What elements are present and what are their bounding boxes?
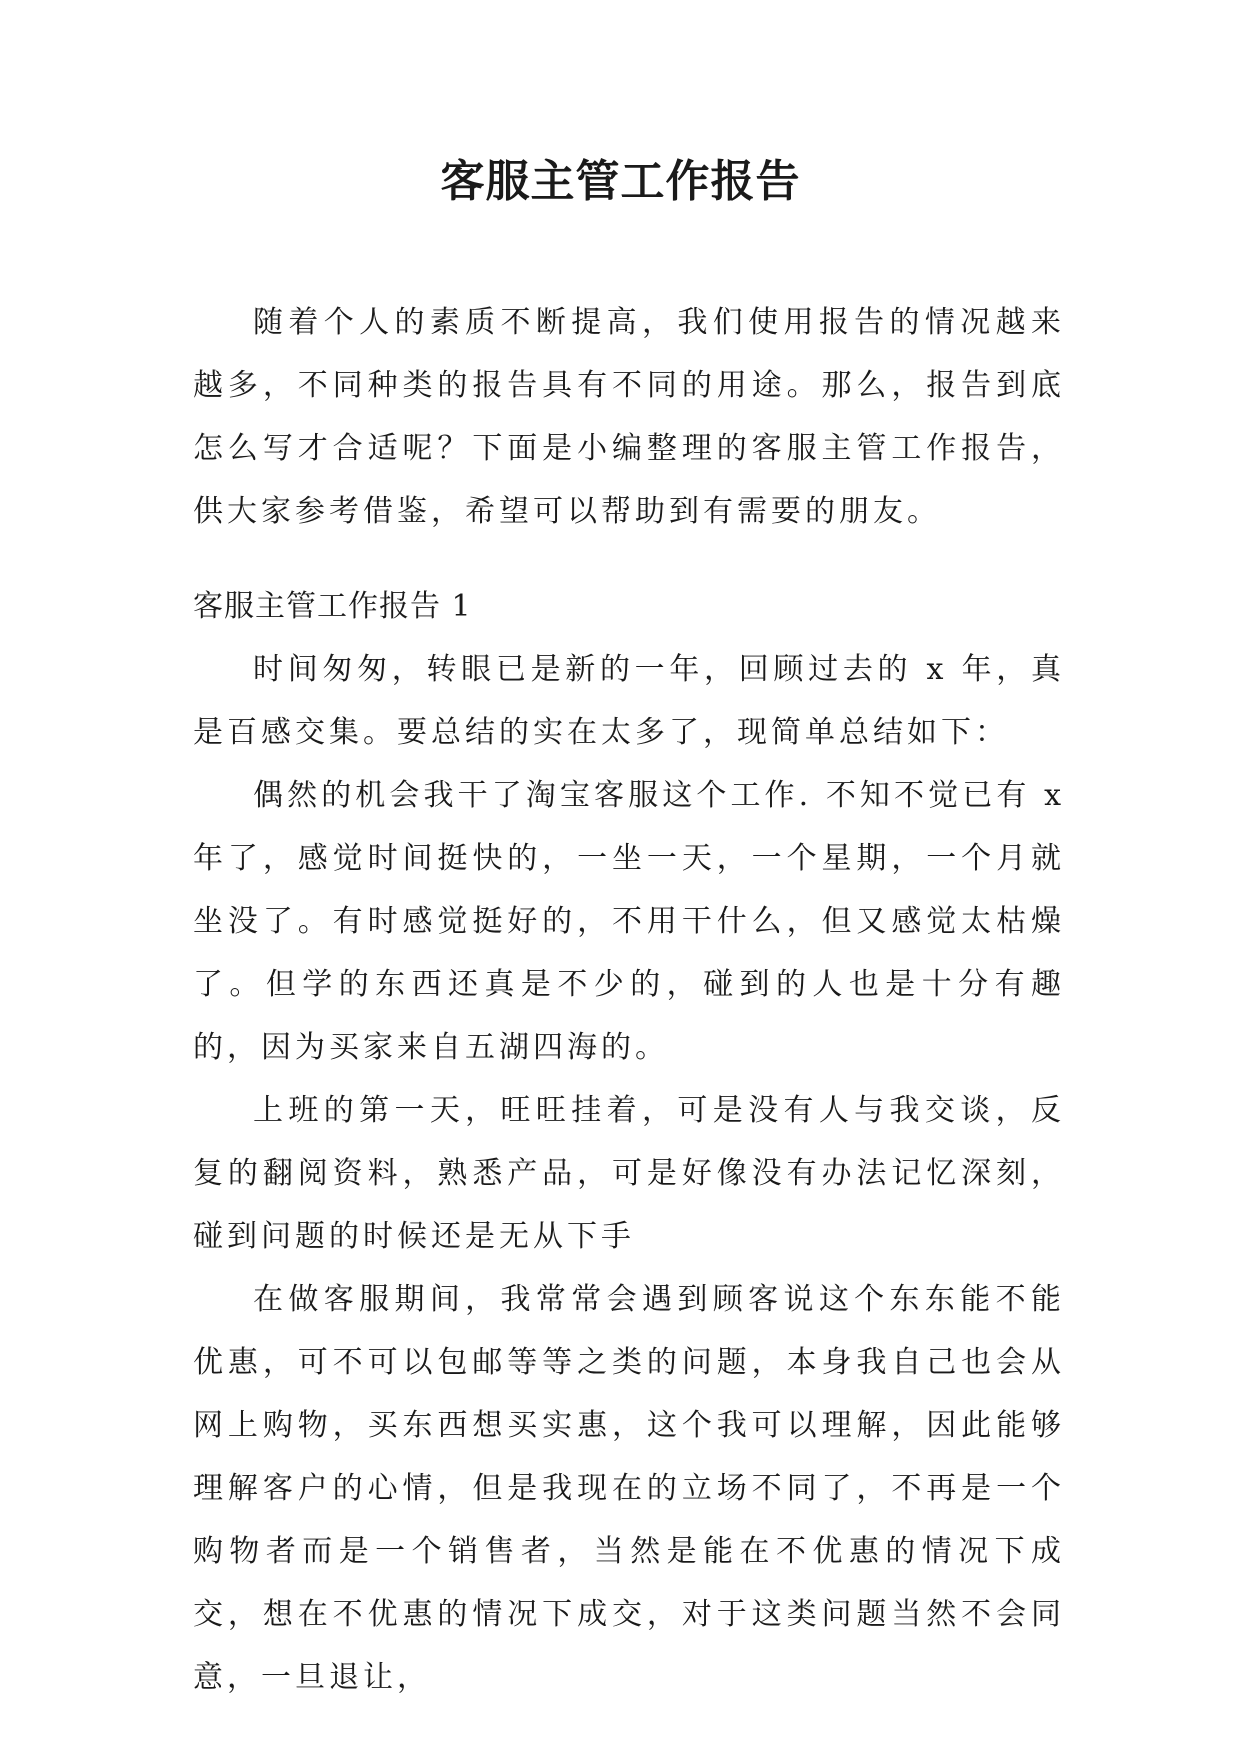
document-title: 客服主管工作报告 xyxy=(440,156,801,207)
intro-section xyxy=(193,291,1065,543)
body-paragraph: 时间匆匆，转眼已是新的一年，回顾过去的 x 年，真是百感交集。要总结的实在太多了，现简单总结如下： xyxy=(193,652,1065,750)
body-paragraph: 偶然的机会我干了淘宝客服这个工作. 不知不觉已有 x 年了，感觉时间挺快的，一坐一天，一个星期，一个月就坐没了。有时感觉挺好的，不用干什么，但又感觉太枯燥了。但学的东西还真是不少的，碰到的人也是十分有趣的，因为买家来自五湖四海的。 xyxy=(193,778,1065,1065)
body-paragraph: 上班的第一天，旺旺挂着，可是没有人与我交谈，反复的翻阅资料，熟悉产品，可是好像没有办法记忆深刻，碰到问题的时候还是无从下手 xyxy=(193,1093,1065,1254)
section-heading: 客服主管工作报告 1 xyxy=(193,589,472,624)
intro-paragraph: 随着个人的素质不断提高，我们使用报告的情况越来越多，不同种类的报告具有不同的用途。那么，报告到底怎么写才合适呢？下面是小编整理的客服主管工作报告，供大家参考借鉴，希望可以帮助到有需要的朋友。 xyxy=(193,305,1065,529)
body-paragraph: 在做客服期间，我常常会遇到顾客说这个东东能不能优惠，可不可以包邮等等之类的问题，本身我自己也会从网上购物，买东西想买实惠，这个我可以理解，因此能够理解客户的心情，但是我现在的立场不同了，不再是一个购物者而是一个销售者，当然是能在不优惠的情况下成交，想在不优惠的情况下成交，对于这类问题当然不会同意，一旦退让， xyxy=(193,1282,1065,1695)
report-body xyxy=(193,638,1065,1709)
